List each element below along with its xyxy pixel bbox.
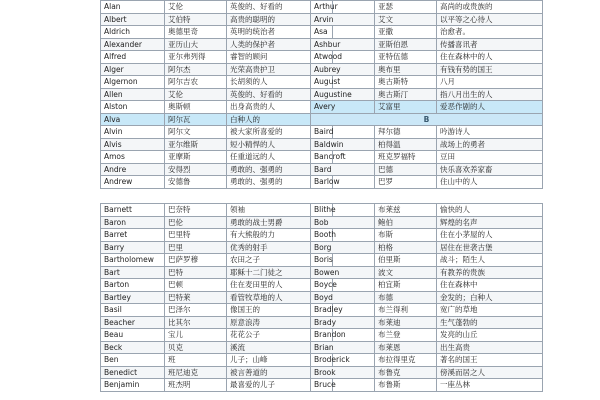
name-row (101, 304, 333, 317)
english-name-cell: Barlow (311, 176, 375, 189)
chinese-name-cell: 艾文 (375, 13, 437, 26)
name-row (311, 26, 543, 39)
meaning-cell: 睿智的顾问 (227, 51, 333, 64)
names-table-right-top (310, 0, 543, 189)
english-name-cell: Alvis (101, 138, 165, 151)
meaning-cell: 被大家所喜爱的 (227, 126, 333, 139)
meaning-cell: 最喜爱的儿子 (227, 379, 333, 392)
english-name-cell: Aldrich (101, 26, 165, 39)
meaning-cell: 一座丛林 (437, 379, 543, 392)
english-name-cell: Alvin (101, 126, 165, 139)
meaning-cell: 被言善道的 (227, 366, 333, 379)
chinese-name-cell: 亚撒 (375, 26, 437, 39)
chinese-name-cell: 安得烈 (165, 163, 227, 176)
meaning-cell: 儿子；山峰 (227, 354, 333, 367)
english-name-cell: Broderick (311, 354, 375, 367)
name-row (311, 138, 543, 151)
meaning-cell: 生气蓬勃的 (437, 316, 543, 329)
name-row (311, 51, 543, 64)
english-name-cell: Basil (101, 304, 165, 317)
meaning-cell: 八月 (437, 76, 543, 89)
meaning-cell: 短小精悍的人 (227, 138, 333, 151)
english-name-cell: Barret (101, 229, 165, 242)
name-row (101, 51, 333, 64)
name-row (311, 279, 543, 292)
name-row (101, 216, 333, 229)
chinese-name-cell: 艾富里 (375, 101, 437, 114)
name-row (311, 88, 543, 101)
english-name-cell: Brook (311, 366, 375, 379)
chinese-name-cell: 阿尔杰 (165, 63, 227, 76)
chinese-name-cell: 阿尔瓦 (165, 113, 227, 126)
english-name-cell: August (311, 76, 375, 89)
chinese-name-cell: 奥古斯特 (375, 76, 437, 89)
chinese-name-cell: 伯里斯 (375, 254, 437, 267)
meaning-cell: 住在森林中的人 (437, 51, 543, 64)
meaning-cell: 溪流 (227, 341, 333, 354)
meaning-cell: 光荣高贵护卫 (227, 63, 333, 76)
chinese-name-cell: 班杰明 (165, 379, 227, 392)
chinese-name-cell: 安德鲁 (165, 176, 227, 189)
meaning-cell: 传播喜讯者 (437, 38, 543, 51)
meaning-cell: 长胡须的人 (227, 76, 333, 89)
chinese-name-cell: 柏得温 (375, 138, 437, 151)
meaning-cell: 有钱有势的国王 (437, 63, 543, 76)
meaning-cell: 快乐喜欢养家畜 (437, 163, 543, 176)
chinese-name-cell: 布德 (375, 291, 437, 304)
chinese-name-cell: 阿尔吉农 (165, 76, 227, 89)
chinese-name-cell: 波文 (375, 266, 437, 279)
meaning-cell: 住在小茅屋的人 (437, 229, 543, 242)
english-name-cell: Blithe (311, 204, 375, 217)
name-row (101, 126, 333, 139)
chinese-name-cell: 亚历山大 (165, 38, 227, 51)
chinese-name-cell: 布鲁克 (375, 366, 437, 379)
chinese-name-cell: 奥古斯汀 (375, 88, 437, 101)
english-name-cell: Andrew (101, 176, 165, 189)
meaning-cell: 发亮的山丘 (437, 329, 543, 342)
meaning-cell: 傍溪而居之人 (437, 366, 543, 379)
english-name-cell: Barry (101, 241, 165, 254)
chinese-name-cell: 柏宜斯 (375, 279, 437, 292)
meaning-cell: 任重道远的人 (227, 151, 333, 164)
english-name-cell: Arvin (311, 13, 375, 26)
meaning-cell: 吟游诗人 (437, 126, 543, 139)
name-row (101, 113, 333, 126)
meaning-cell: 居住在世袭古堡 (437, 241, 543, 254)
meaning-cell: 以平等之心待人 (437, 13, 543, 26)
name-row (101, 151, 333, 164)
chinese-name-cell: 亚特伍德 (375, 51, 437, 64)
name-row (101, 204, 333, 217)
english-name-cell: Ashbur (311, 38, 375, 51)
section-letter: B (311, 113, 543, 126)
name-row (101, 138, 333, 151)
chinese-name-cell: 贝克 (165, 341, 227, 354)
chinese-name-cell: 宝儿 (165, 329, 227, 342)
chinese-name-cell: 布拉得里克 (375, 354, 437, 367)
chinese-name-cell: 巴德 (375, 163, 437, 176)
name-row (101, 329, 333, 342)
meaning-cell: 住在森林中 (437, 279, 543, 292)
chinese-name-cell: 布鲁斯 (375, 379, 437, 392)
meaning-cell: 指八月出生的人 (437, 88, 543, 101)
meaning-cell: 出生高贵 (437, 341, 543, 354)
english-name-cell: Benedict (101, 366, 165, 379)
name-row (311, 266, 543, 279)
name-row (101, 63, 333, 76)
meaning-cell: 宽广的草地 (437, 304, 543, 317)
english-name-cell: Andre (101, 163, 165, 176)
meaning-cell: 原意浪涛 (227, 316, 333, 329)
meaning-cell: 有大熊般的力 (227, 229, 333, 242)
chinese-name-cell: 艾伦 (165, 88, 227, 101)
english-name-cell: Boyd (311, 291, 375, 304)
name-row (311, 163, 543, 176)
name-row (311, 101, 543, 114)
chinese-name-cell: 布兰得利 (375, 304, 437, 317)
chinese-name-cell: 奥德里奇 (165, 26, 227, 39)
chinese-name-cell: 巴顿 (165, 279, 227, 292)
page-fold (95, 199, 515, 202)
meaning-cell: 著名的国王 (437, 354, 543, 367)
english-name-cell: Amos (101, 151, 165, 164)
chinese-name-cell: 亚斯伯恩 (375, 38, 437, 51)
english-name-cell: Allen (101, 88, 165, 101)
meaning-cell: 辉煌的名声 (437, 216, 543, 229)
english-name-cell: Brian (311, 341, 375, 354)
name-row (311, 366, 543, 379)
english-name-cell: Alexander (101, 38, 165, 51)
name-row (311, 291, 543, 304)
name-row (311, 379, 543, 392)
english-name-cell: Asa (311, 26, 375, 39)
name-row (311, 354, 543, 367)
meaning-cell: 爱恶作剧的人 (437, 101, 543, 114)
names-table-right-bottom (310, 203, 543, 392)
english-name-cell: Barton (101, 279, 165, 292)
name-row (101, 76, 333, 89)
name-row (101, 13, 333, 26)
chinese-name-cell: 布莱迪 (375, 316, 437, 329)
chinese-name-cell: 班克罗福特 (375, 151, 437, 164)
english-name-cell: Algernon (101, 76, 165, 89)
name-row (311, 341, 543, 354)
meaning-cell: 英明的统治者 (227, 26, 333, 39)
chinese-name-cell: 艾伦 (165, 1, 227, 14)
name-row (311, 63, 543, 76)
name-row (311, 241, 543, 254)
chinese-name-cell: 巴罗 (375, 176, 437, 189)
name-row (311, 13, 543, 26)
chinese-name-cell: 巴特 (165, 266, 227, 279)
name-row (101, 176, 333, 189)
name-row (101, 341, 333, 354)
meaning-cell: 高贵的聪明的 (227, 13, 333, 26)
english-name-cell: Alger (101, 63, 165, 76)
meaning-cell: 豆田 (437, 151, 543, 164)
english-name-cell: Bart (101, 266, 165, 279)
chinese-name-cell: 巴里 (165, 241, 227, 254)
meaning-cell: 领袖 (227, 204, 333, 217)
english-name-cell: Albert (101, 13, 165, 26)
meaning-cell: 有教养的贵族 (437, 266, 543, 279)
name-row (101, 88, 333, 101)
chinese-name-cell: 艾伯特 (165, 13, 227, 26)
meaning-cell: 勇敢的、强勇的 (227, 176, 333, 189)
name-row (311, 229, 543, 242)
chinese-name-cell: 鲍伯 (375, 216, 437, 229)
meaning-cell: 勇敢的战士男爵 (227, 216, 333, 229)
name-row (311, 254, 543, 267)
name-row (101, 241, 333, 254)
english-name-cell: Booth (311, 229, 375, 242)
meaning-cell: 花花公子 (227, 329, 333, 342)
chinese-name-cell: 亚摩斯 (165, 151, 227, 164)
meaning-cell: 白种人的 (227, 113, 333, 126)
meaning-cell: 战场上的勇者 (437, 138, 543, 151)
meaning-cell: 英俊的、好看的 (227, 88, 333, 101)
meaning-cell: 人类的保护者 (227, 38, 333, 51)
name-row (311, 1, 543, 14)
chinese-name-cell: 班尼迪克 (165, 366, 227, 379)
chinese-name-cell: 柏格 (375, 241, 437, 254)
english-name-cell: Alfred (101, 51, 165, 64)
meaning-cell: 看管牧草地的人 (227, 291, 333, 304)
names-table-left-bottom (100, 203, 333, 392)
name-row (101, 101, 333, 114)
name-row (311, 151, 543, 164)
english-name-cell: Bradley (311, 304, 375, 317)
section-header-row (311, 113, 543, 126)
english-name-cell: Beck (101, 341, 165, 354)
chinese-name-cell: 奥斯顿 (165, 101, 227, 114)
name-row (101, 266, 333, 279)
english-name-cell: Aubrey (311, 63, 375, 76)
english-name-cell: Boyce (311, 279, 375, 292)
english-name-cell: Boris (311, 254, 375, 267)
chinese-name-cell: 阿尔文 (165, 126, 227, 139)
english-name-cell: Ben (101, 354, 165, 367)
english-name-cell: Baldwin (311, 138, 375, 151)
meaning-cell: 住在麦田里的人 (227, 279, 333, 292)
meaning-cell: 像国王的 (227, 304, 333, 317)
name-row (311, 76, 543, 89)
name-row (101, 229, 333, 242)
chinese-name-cell: 巴萨罗穆 (165, 254, 227, 267)
english-name-cell: Alston (101, 101, 165, 114)
name-row (311, 304, 543, 317)
chinese-name-cell: 巴奈特 (165, 204, 227, 217)
chinese-name-cell: 亚尔弗列得 (165, 51, 227, 64)
meaning-cell: 高尚的或贵族的 (437, 1, 543, 14)
meaning-cell: 英俊的、好看的 (227, 1, 333, 14)
meaning-cell: 出身高贵的人 (227, 101, 333, 114)
name-row (311, 216, 543, 229)
chinese-name-cell: 拜尔德 (375, 126, 437, 139)
english-name-cell: Benjamin (101, 379, 165, 392)
names-table-left-top (100, 0, 333, 189)
chinese-name-cell: 亚尔维斯 (165, 138, 227, 151)
english-name-cell: Arthur (311, 1, 375, 14)
english-name-cell: Baird (311, 126, 375, 139)
english-name-cell: Bard (311, 163, 375, 176)
meaning-cell: 耶稣十二门徒之 (227, 266, 333, 279)
chinese-name-cell: 巴特莱 (165, 291, 227, 304)
name-row (101, 1, 333, 14)
name-row (101, 354, 333, 367)
meaning-cell: 勇敢的、强勇的 (227, 163, 333, 176)
english-name-cell: Borg (311, 241, 375, 254)
meaning-cell: 住山中的人 (437, 176, 543, 189)
english-name-cell: Bob (311, 216, 375, 229)
name-row (101, 291, 333, 304)
name-row (311, 204, 543, 217)
name-row (311, 176, 543, 189)
chinese-name-cell: 布莱兹 (375, 204, 437, 217)
english-name-cell: Bruce (311, 379, 375, 392)
english-name-cell: Alan (101, 1, 165, 14)
name-row (101, 279, 333, 292)
name-row (101, 26, 333, 39)
meaning-cell: 愉快的人 (437, 204, 543, 217)
chinese-name-cell: 亚瑟 (375, 1, 437, 14)
chinese-name-cell: 布兰登 (375, 329, 437, 342)
meaning-cell: 战斗；陌生人 (437, 254, 543, 267)
name-row (101, 254, 333, 267)
name-row (311, 329, 543, 342)
meaning-cell: 治愈者。 (437, 26, 543, 39)
chinese-name-cell: 奥布里 (375, 63, 437, 76)
chinese-name-cell: 比其尔 (165, 316, 227, 329)
chinese-name-cell: 巴泽尔 (165, 304, 227, 317)
chinese-name-cell: 布斯 (375, 229, 437, 242)
chinese-name-cell: 巴里特 (165, 229, 227, 242)
name-row (311, 316, 543, 329)
english-name-cell: Baron (101, 216, 165, 229)
english-name-cell: Barnett (101, 204, 165, 217)
chinese-name-cell: 班 (165, 354, 227, 367)
english-name-cell: Augustine (311, 88, 375, 101)
chinese-name-cell: 巴伦 (165, 216, 227, 229)
english-name-cell: Brady (311, 316, 375, 329)
english-name-cell: Alva (101, 113, 165, 126)
english-name-cell: Bartholomew (101, 254, 165, 267)
name-row (311, 38, 543, 51)
meaning-cell: 金发的；白种人 (437, 291, 543, 304)
name-row (101, 38, 333, 51)
english-name-cell: Atwood (311, 51, 375, 64)
meaning-cell: 优秀的射手 (227, 241, 333, 254)
chinese-name-cell: 布莱恩 (375, 341, 437, 354)
english-name-cell: Beau (101, 329, 165, 342)
name-row (101, 163, 333, 176)
english-name-cell: Bowen (311, 266, 375, 279)
name-row (311, 126, 543, 139)
name-row (101, 316, 333, 329)
english-name-cell: Beacher (101, 316, 165, 329)
english-name-cell: Brandon (311, 329, 375, 342)
name-row (101, 379, 333, 392)
english-name-cell: Avery (311, 101, 375, 114)
name-row (101, 366, 333, 379)
english-name-cell: Bancroft (311, 151, 375, 164)
english-name-cell: Bartley (101, 291, 165, 304)
meaning-cell: 农田之子 (227, 254, 333, 267)
